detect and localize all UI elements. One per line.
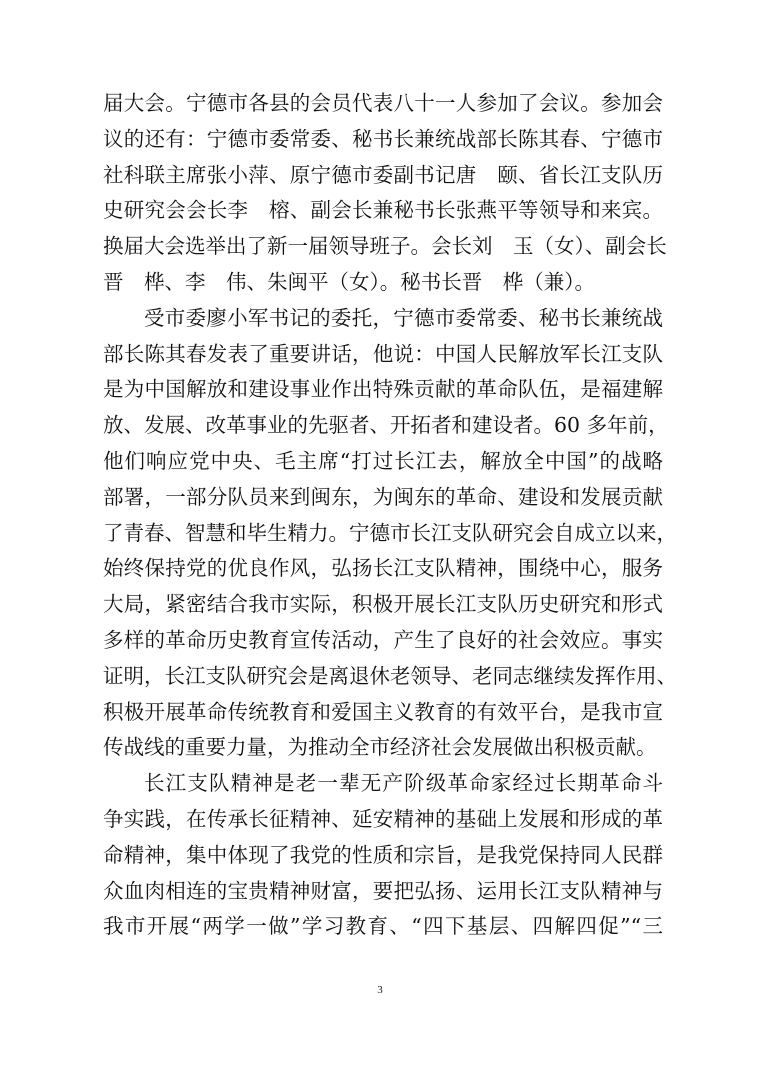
text-line: 我市开展“两学一做”学习教育、“四下基层、四解四促”“三 xyxy=(103,914,663,939)
text-line: 始终保持党的优良作风，弘扬长江支队精神，围绕中心，服务 xyxy=(103,556,663,581)
paragraph-2 xyxy=(103,301,677,766)
text-line: 证明，长江支队研究会是离退休老领导、老同志继续发挥作用、 xyxy=(103,663,677,688)
text-line: 议的还有：宁德市委常委、秘书长兼统战部长陈其春、宁德市 xyxy=(103,126,663,151)
text-line: 晋 桦、李 伟、朱闽平（女）。秘书长晋 桦（兼）。 xyxy=(103,269,595,294)
paragraph-3 xyxy=(103,766,663,945)
text-line: 受市委廖小军书记的委托，宁德市委常委、秘书长兼统战 xyxy=(144,305,663,330)
text-line: 积极开展革命传统教育和爱国主义教育的有效平台，是我市宣 xyxy=(103,699,663,724)
text-line: 部署，一部分队员来到闽东，为闽东的革命、建设和发展贡献 xyxy=(103,484,663,509)
text-line: 大局，紧密结合我市实际，积极开展长江支队历史研究和形式 xyxy=(103,592,663,617)
text-line: 众血肉相连的宝贵精神财富，要把弘扬、运用长江支队精神与 xyxy=(103,878,663,903)
text-line: 部长陈其春发表了重要讲话，他说：中国人民解放军长江支队 xyxy=(103,341,663,366)
text-line: 史研究会会长李 榕、副会长兼秘书长张燕平等领导和来宾。 xyxy=(103,198,663,223)
text-line: 多样的革命历史教育宣传活动，产生了良好的社会效应。事实 xyxy=(103,627,663,652)
paragraph-1 xyxy=(103,86,667,301)
text-line: 换届大会选举出了新一届领导班子。会长刘 玉（女）、副会长 xyxy=(103,234,667,259)
text-line: 社科联主席张小萍、原宁德市委副书记唐 颐、省长江支队历 xyxy=(103,162,663,187)
text-line: 长江支队精神是老一辈无产阶级革命家经过长期革命斗 xyxy=(144,771,663,796)
text-line: 了青春、智慧和毕生精力。宁德市长江支队研究会自成立以来， xyxy=(103,520,677,545)
body-text xyxy=(103,86,677,945)
text-line: 争实践，在传承长征精神、延安精神的基础上发展和形成的革 xyxy=(103,806,663,831)
text-line: 传战线的重要力量，为推动全市经济社会发展做出积极贡献。 xyxy=(103,735,657,760)
text-line: 他们响应党中央、毛主席“打过长江去，解放全中国”的战略 xyxy=(103,448,663,473)
page-number: 3 xyxy=(377,984,383,996)
text-line: 届大会。宁德市各县的会员代表八十一人参加了会议。参加会 xyxy=(103,91,663,115)
text-line: 是为中国解放和建设事业作出特殊贡献的革命队伍，是福建解 xyxy=(103,377,663,402)
text-line: 命精神，集中体现了我党的性质和宗旨，是我党保持同人民群 xyxy=(103,842,663,867)
text-line: 放、发展、改革事业的先驱者、开拓者和建设者。60 多年前， xyxy=(103,413,669,438)
